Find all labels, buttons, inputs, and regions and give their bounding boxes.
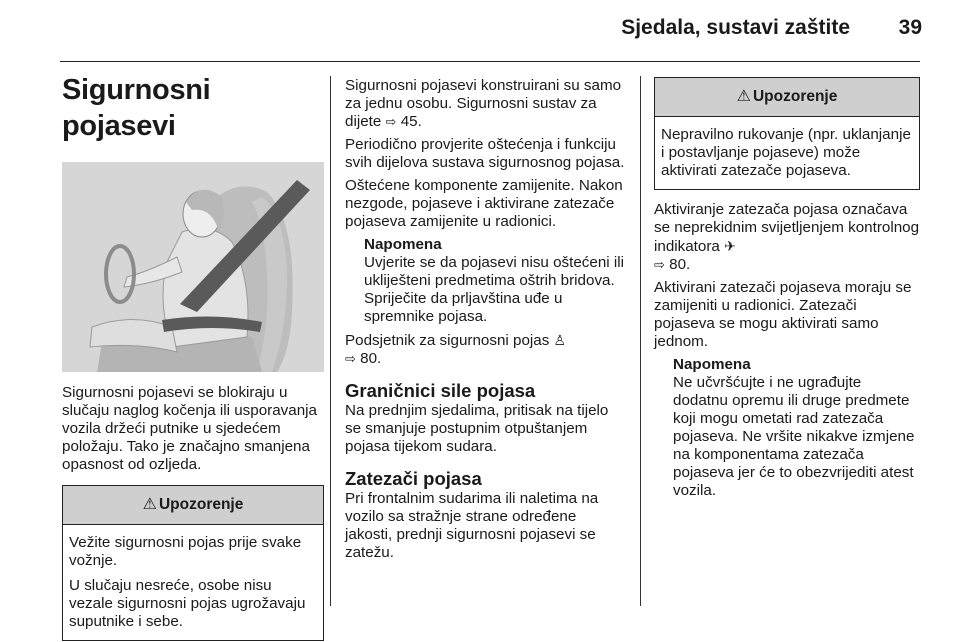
column-divider <box>330 76 331 606</box>
paragraph: Oštećene komponente zamijenite. Nakon nezgode, pojaseve i aktivirane zatezače pojaseva zamijenite u radionici. <box>345 177 623 230</box>
page-reference-arrow-icon: ⇨ <box>654 257 665 272</box>
seatbelt-reminder-icon: ♙ <box>553 332 567 348</box>
paragraph: Na prednjim sjedalima, pritisak na tijelo se smanjuje postupnim otpuštanjem pojasa tijekom sudara. <box>345 402 609 455</box>
page-reference-arrow-icon: ⇨ <box>385 114 397 129</box>
running-header <box>0 14 960 44</box>
subsection-title: Zatezači pojasa <box>345 468 482 489</box>
section-title: Sigurnosni pojasevi <box>62 74 211 142</box>
warning-box <box>654 77 920 190</box>
paragraph <box>345 77 627 131</box>
column-right <box>654 77 920 505</box>
paragraph: Periodično provjerite oštećenja i funkciju svih dijelova sustava sigurnosnog pojasa. <box>345 136 625 171</box>
warning-header <box>655 78 919 117</box>
page-reference-arrow-icon: ⇨ <box>345 351 356 366</box>
warning-box <box>62 485 324 641</box>
header-rule <box>60 61 920 62</box>
intro-paragraph: Sigurnosni pojasevi se blokiraju u slučaju naglog kočenja ili usporavanja vozila držeći putnike u sjedećem položaju. Tako je značajno smanjena opasnost od ozljeda. <box>62 384 317 473</box>
paragraph <box>345 331 627 368</box>
page-reference[interactable]: 80. <box>669 256 691 273</box>
warning-text: Vežite sigurnosni pojas prije svake vožnje. <box>69 534 302 569</box>
seatbelt-illustration <box>62 162 324 372</box>
warning-text: Nepravilno rukovanje (npr. uklanjanje i postavljanje pojaseve) može aktivirati zatezače pojaseva. <box>661 126 911 179</box>
subsection-title: Graničnici sile pojasa <box>345 380 536 401</box>
paragraph-text: Aktiviranje zatezača pojasa označava se neprekidnim svijetljenjem kontrolnog indikatora <box>654 201 920 255</box>
note-title: Napomena <box>364 236 442 253</box>
warning-title: Upozorenje <box>752 88 838 105</box>
warning-body <box>63 525 323 640</box>
page-number: 39 <box>898 16 922 39</box>
note-text: Ne učvršćujte i ne ugrađujte dodatnu opremu ili druge predmete koji mogu ometati rad zatezača pojaseva. Ne vršite nikakve izmjene na komponentama zatezača pojaseva jer će to obezvrijediti atest vozila. <box>673 374 915 499</box>
airbag-pretensioner-indicator-icon: ✈ <box>724 238 736 254</box>
warning-body <box>655 117 919 189</box>
note-block <box>364 236 627 326</box>
note-block <box>673 356 920 500</box>
running-title: Sjedala, sustavi zaštite <box>621 16 850 39</box>
paragraph: Pri frontalnim sudarima ili naletima na vozilo sa stražnje strane određene jakosti, prednji sigurnosni pojasevi se zatežu. <box>345 490 599 561</box>
paragraph <box>654 201 920 274</box>
column-left <box>62 72 324 641</box>
note-title: Napomena <box>673 356 751 373</box>
column-divider <box>640 76 641 606</box>
note-text: Uvjerite se da pojasevi nisu oštećeni ili uklij​ešteni predmetima oštrih bridova. Spriječite da prljavština uđe u spremnike pojasa. <box>364 254 625 325</box>
page-reference[interactable]: 45. <box>400 113 422 130</box>
warning-triangle-icon: ⚠ <box>142 496 157 513</box>
warning-title: Upozorenje <box>158 496 244 513</box>
page-reference[interactable]: 80. <box>360 350 382 367</box>
warning-header <box>63 486 323 525</box>
paragraph: Aktivirani zatezači pojaseva moraju se zamijeniti u radionici. Zatezači pojaseva se mogu aktivirati samo jednom. <box>654 279 912 350</box>
warning-triangle-icon: ⚠ <box>736 88 751 105</box>
paragraph-text: Podsjetnik za sigurnosni pojas <box>345 332 550 349</box>
column-middle <box>345 77 627 567</box>
paragraph-text: Sigurnosni pojasevi konstruirani su samo za jednu osobu. Sigurnosni sustav za dijete <box>345 77 622 130</box>
warning-text: U slučaju nesreće, osobe nisu vezale sigurnosni pojas ugrožavaju suputnike i sebe. <box>69 577 306 630</box>
